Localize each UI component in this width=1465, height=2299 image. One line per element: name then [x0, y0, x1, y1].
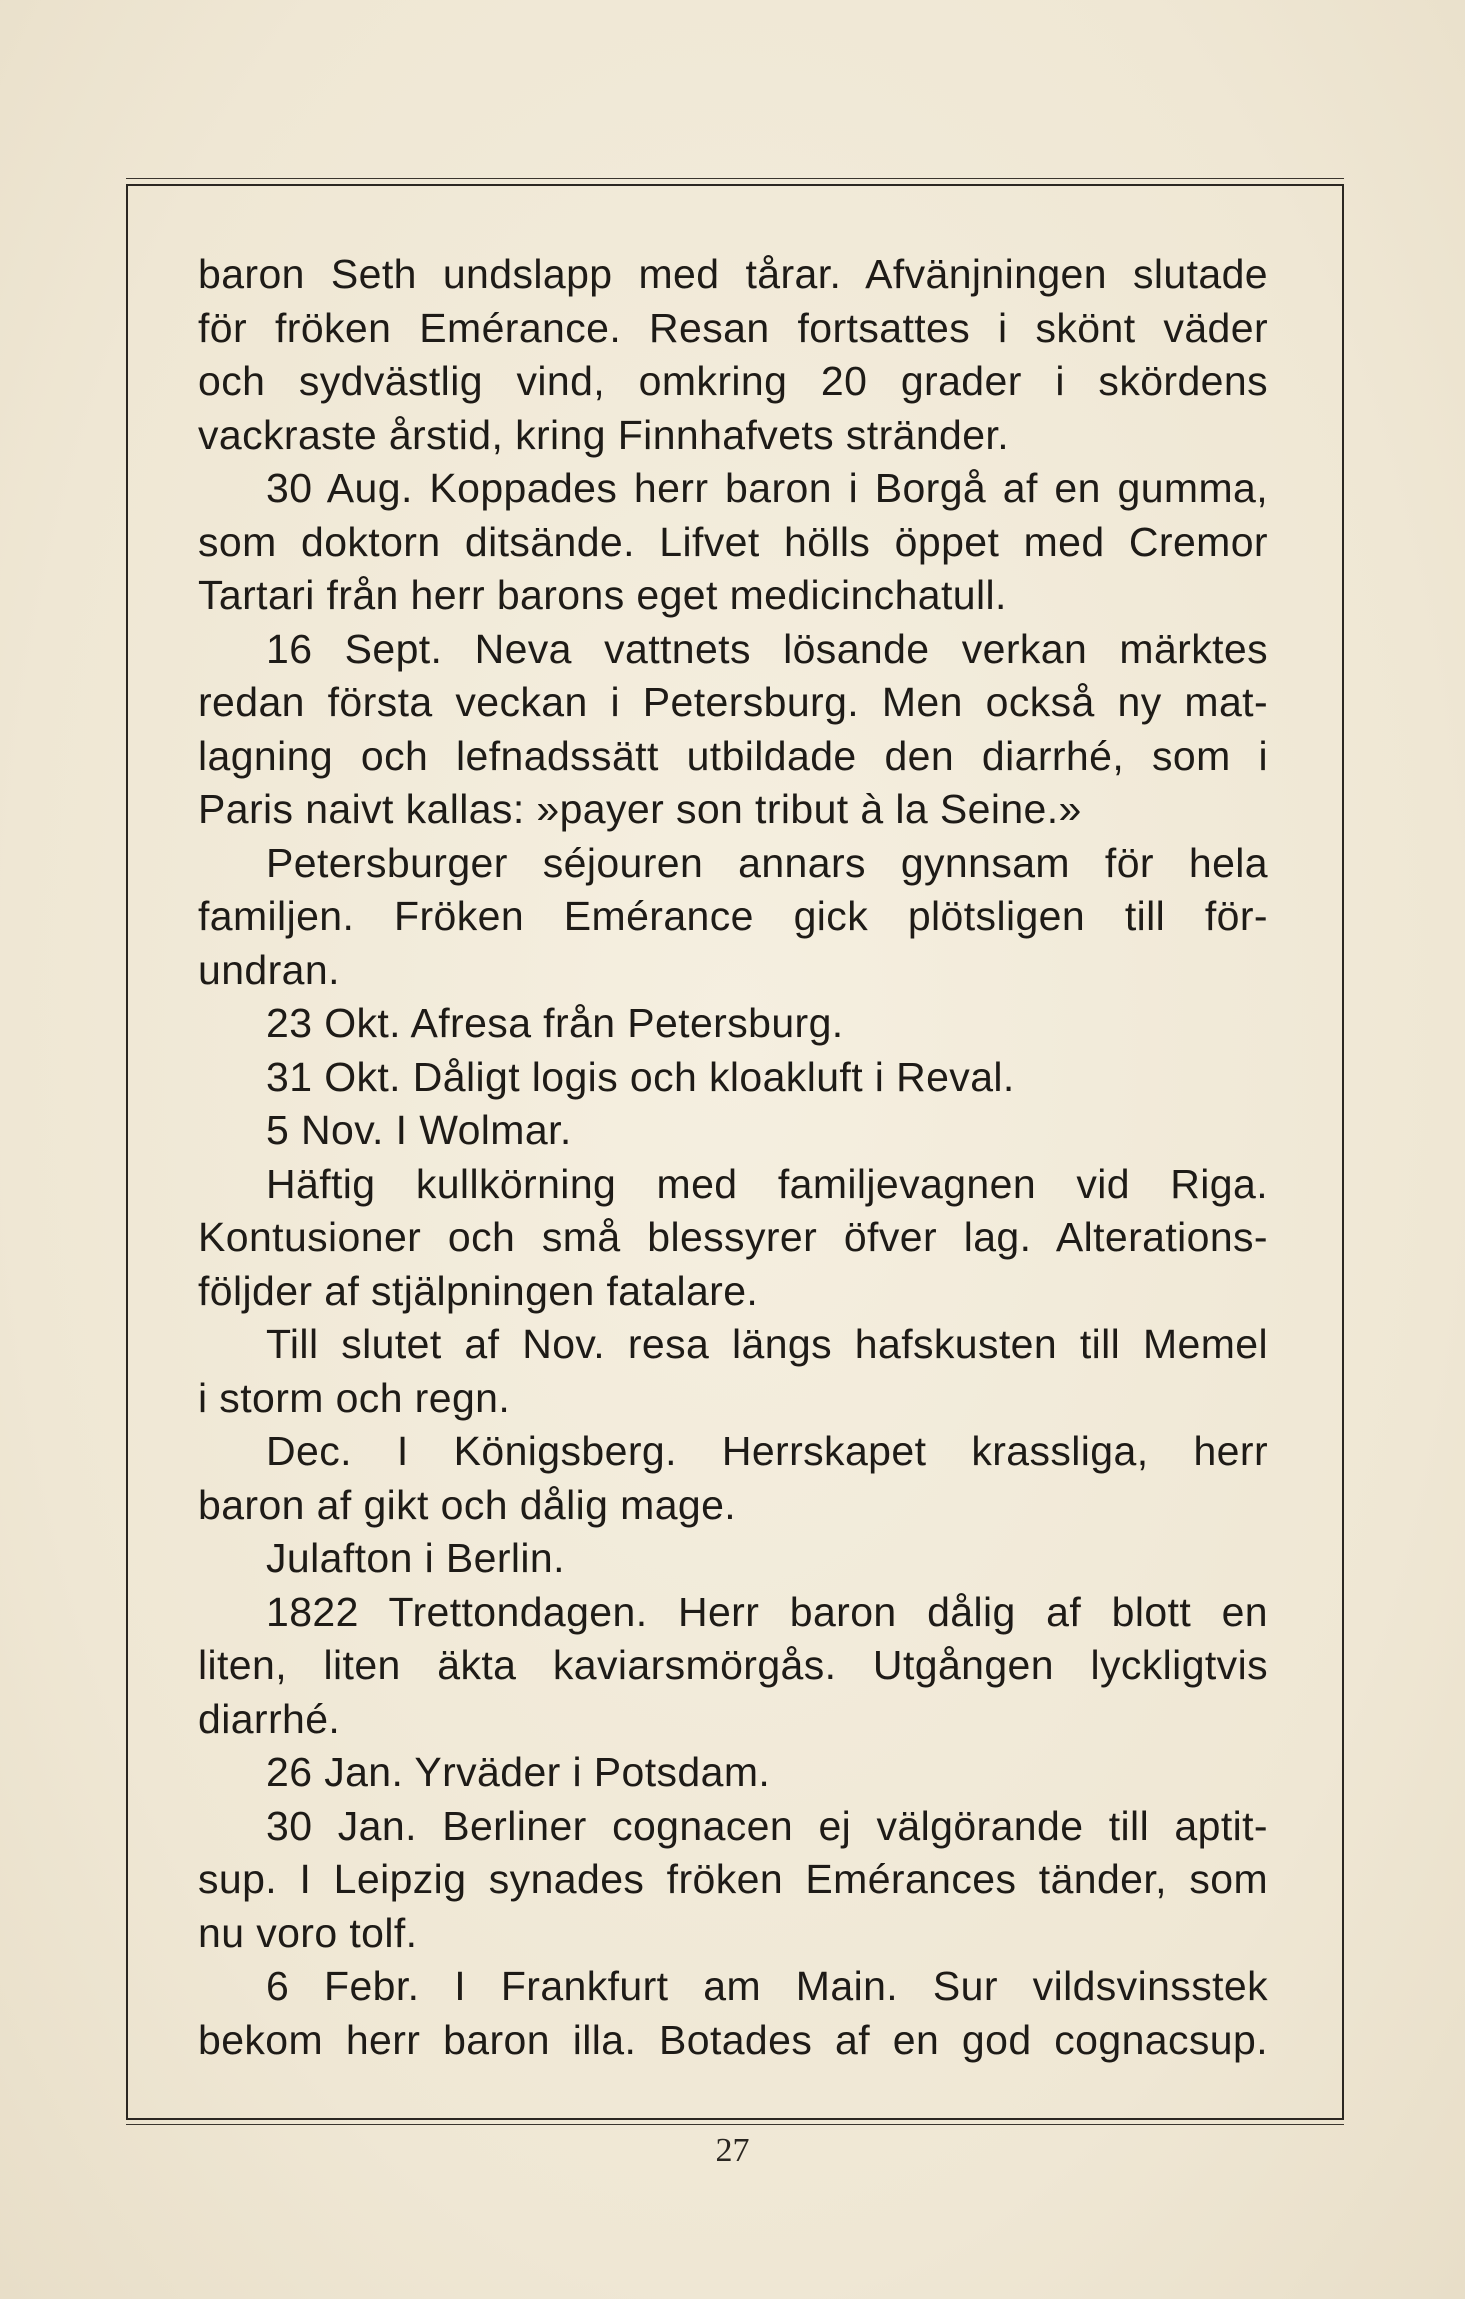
- frame-bottom-rule: [126, 2124, 1344, 2125]
- text-line: nu voro tolf.: [198, 1909, 418, 1956]
- text-line: vackraste årstid, kring Finnhafvets stränder.: [198, 411, 1010, 458]
- text-line: sup. I Leipzig synades fröken Emérances tänder, som: [198, 1856, 1268, 1902]
- text-line: bekom herr baron illa. Botades af en god cognacsup.: [198, 2016, 1268, 2063]
- text-line: 31 Okt. Dåligt logis och kloakluft i Reval.: [266, 1053, 1015, 1100]
- text-line: Kontusioner och små blessyrer öfver lag. Alterations-: [198, 1214, 1268, 1260]
- body-text: [198, 248, 1268, 2067]
- text-line: undran.: [198, 946, 340, 993]
- text-line: 23 Okt. Afresa från Petersburg.: [266, 1000, 844, 1046]
- text-line: för fröken Emérance. Resan fortsattes i skönt väder: [198, 304, 1268, 351]
- text-line: 30 Jan. Berliner cognacen ej välgörande till aptit-: [266, 1802, 1268, 1849]
- text-line: och sydvästlig vind, omkring 20 grader i skördens: [198, 358, 1268, 404]
- text-line: Tartari från herr barons eget medicinchatull.: [198, 572, 1007, 618]
- text-line: 6 Febr. I Frankfurt am Main. Sur vildsvinsstek: [266, 1963, 1268, 2009]
- text-line: 30 Aug. Koppades herr baron i Borgå af en gumma,: [266, 465, 1268, 511]
- text-line: som doktorn ditsände. Lifvet hölls öppet med Cremor: [198, 518, 1268, 565]
- page-number: 27: [715, 2132, 750, 2169]
- text-line: Julafton i Berlin.: [266, 1535, 565, 1581]
- text-line: liten, liten äkta kaviarsmörgås. Utgången lyckligtvis: [198, 1642, 1268, 1688]
- text-line: 26 Jan. Yrväder i Potsdam.: [266, 1749, 771, 1795]
- text-line: baron af gikt och dålig mage.: [198, 1481, 737, 1528]
- text-line: familjen. Fröken Emérance gick plötsligen till för-: [198, 893, 1268, 939]
- text-line: 1822 Trettondagen. Herr baron dålig af blott en: [266, 1588, 1268, 1635]
- text-line: följder af stjälpningen fatalare.: [198, 1267, 759, 1314]
- text-line: Paris naivt kallas: »payer son tribut à la Seine.»: [198, 786, 1082, 832]
- text-line: Dec. I Königsberg. Herrskapet krassliga, herr: [266, 1428, 1268, 1474]
- text-line: diarrhé.: [198, 1695, 341, 1742]
- text-line: redan första veckan i Petersburg. Men också ny mat-: [198, 679, 1268, 725]
- text-line: i storm och regn.: [198, 1374, 511, 1421]
- text-line: Till slutet af Nov. resa längs hafskusten till Memel: [266, 1321, 1268, 1367]
- text-line: 5 Nov. I Wolmar.: [266, 1107, 572, 1153]
- text-line: lagning och lefnadssätt utbildade den diarrhé, som i: [198, 732, 1268, 779]
- text-line: Petersburger séjouren annars gynnsam för hela: [266, 839, 1268, 886]
- text-line: baron Seth undslapp med tårar. Afvänjningen slutade: [198, 251, 1268, 297]
- text-line: 16 Sept. Neva vattnets lösande verkan märktes: [266, 625, 1268, 672]
- frame-top-rule: [126, 178, 1344, 179]
- text-line: Häftig kullkörning med familjevagnen vid Riga.: [266, 1160, 1268, 1207]
